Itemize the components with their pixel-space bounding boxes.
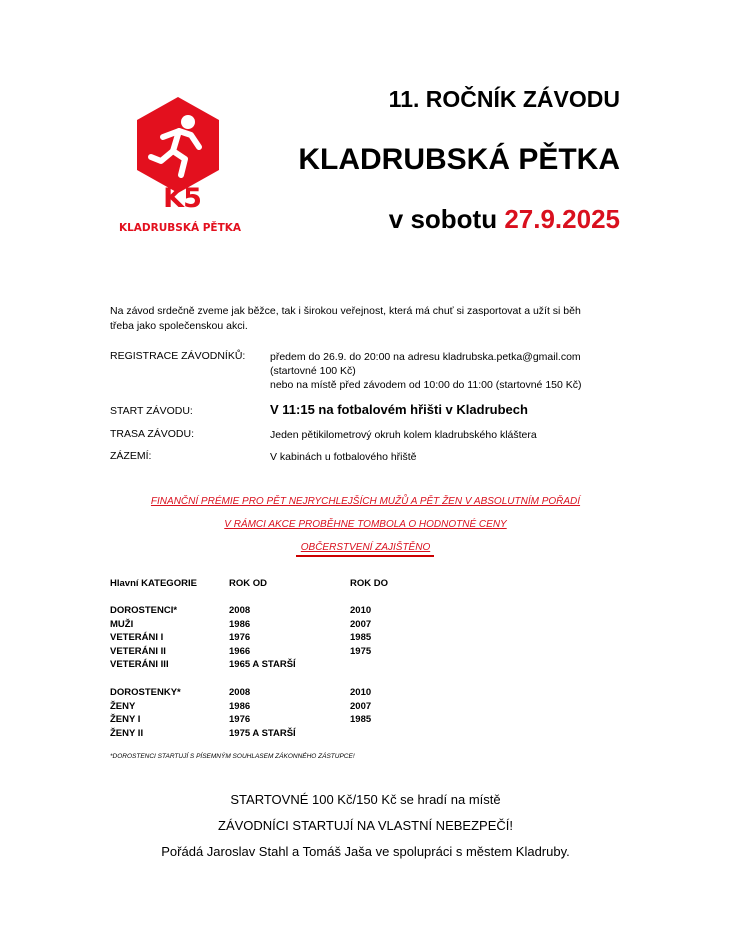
facilities-label: ZÁZEMÍ: (110, 450, 152, 462)
category-name: DOROSTENKY* (110, 687, 181, 698)
facilities-value: V kabinách u fotbalového hřiště (270, 451, 417, 463)
category-name: VETERÁNI I (110, 632, 164, 643)
category-name: DOROSTENCI* (110, 605, 178, 616)
notice-prizes: FINANČNÍ PRÉMIE PRO PĚT NEJRYCHLEJŠÍCH MUŽŮ A PĚT ŽEN V ABSOLUTNÍM POŘADÍ (150, 496, 581, 507)
category-to: 2007 (350, 619, 372, 630)
registration-line-2: (startovné 100 Kč) (270, 365, 356, 377)
intro-line-2: třeba jako společenskou akci. (110, 320, 248, 332)
category-from: 1965 A STARŠÍ (229, 659, 296, 670)
runner-icon (133, 95, 223, 195)
route-value: Jeden pětikilometrový okruh kolem kladrubského kláštera (270, 429, 537, 441)
start-label: START ZÁVODU: (110, 405, 193, 417)
category-from: 1975 A STARŠÍ (229, 728, 296, 739)
category-name: VETERÁNI II (110, 646, 166, 657)
event-title: KLADRUBSKÁ PĚTKA (298, 143, 620, 176)
categories-header-from: ROK OD (229, 578, 267, 589)
categories-header-to: ROK DO (350, 578, 388, 589)
category-to: 2007 (350, 701, 372, 712)
notice-tombola: V RÁMCI AKCE PROBĚHNE TOMBOLA O HODNOTNÉ CENY (224, 519, 507, 530)
registration-line-3: nebo na místě před závodem od 10:00 do 11:00 (startovné 150 Kč) (270, 379, 582, 391)
category-to: 2010 (350, 687, 372, 698)
category-from: 1986 (229, 701, 251, 712)
event-date (389, 204, 620, 235)
notice-refreshments: OBČERSTVENÍ ZAJIŠTĚNO (300, 542, 431, 553)
event-logo (118, 95, 245, 240)
category-from: 1976 (229, 632, 251, 643)
logo-badge: K5 (163, 183, 201, 214)
footer-organizers: Pořádá Jaroslav Stahl a Tomáš Jaša ve spolupráci s městem Kladruby. (161, 844, 570, 859)
logo-name: KLADRUBSKÁ PĚTKA (118, 222, 242, 234)
category-from: 1986 (229, 619, 251, 630)
categories-footnote: *DOROSTENCI STARTUJÍ S PÍSEMNÝM SOUHLASEM ZÁKONNÉHO ZÁSTUPCE! (110, 753, 355, 760)
category-from: 1966 (229, 646, 251, 657)
category-to: 1985 (350, 714, 372, 725)
event-edition: 11. ROČNÍK ZÁVODU (388, 86, 620, 112)
footer-risk: ZÁVODNÍCI STARTUJÍ NA VLASTNÍ NEBEZPEČÍ! (218, 818, 513, 833)
categories-header-category: Hlavní KATEGORIE (110, 578, 197, 589)
category-name: VETERÁNI III (110, 659, 169, 670)
footer-fee: STARTOVNÉ 100 Kč/150 Kč se hradí na místě (230, 792, 501, 807)
category-to: 2010 (350, 605, 372, 616)
intro-line-1: Na závod srdečně zveme jak běžce, tak i širokou veřejnost, která má chuť si zasportovat a užít si běh (110, 305, 581, 317)
category-from: 2008 (229, 605, 251, 616)
registration-label: REGISTRACE ZÁVODNÍKŮ: (110, 350, 246, 362)
start-value: V 11:15 na fotbalovém hřišti v Kladrubech (270, 402, 528, 417)
registration-line-1: předem do 26.9. do 20:00 na adresu kladrubska.petka@gmail.com (270, 351, 581, 363)
date-value: 27.9.2025 (504, 204, 620, 234)
category-name: ŽENY (110, 701, 136, 712)
category-to: 1985 (350, 632, 372, 643)
route-label: TRASA ZÁVODU: (110, 428, 195, 440)
category-from: 2008 (229, 687, 251, 698)
refreshments-underline (296, 555, 434, 557)
date-prefix: v sobotu (388, 204, 505, 234)
category-name: MUŽI (110, 619, 134, 630)
category-from: 1976 (229, 714, 251, 725)
category-name: ŽENY I (110, 714, 141, 725)
category-name: ŽENY II (110, 728, 144, 739)
category-to: 1975 (350, 646, 372, 657)
